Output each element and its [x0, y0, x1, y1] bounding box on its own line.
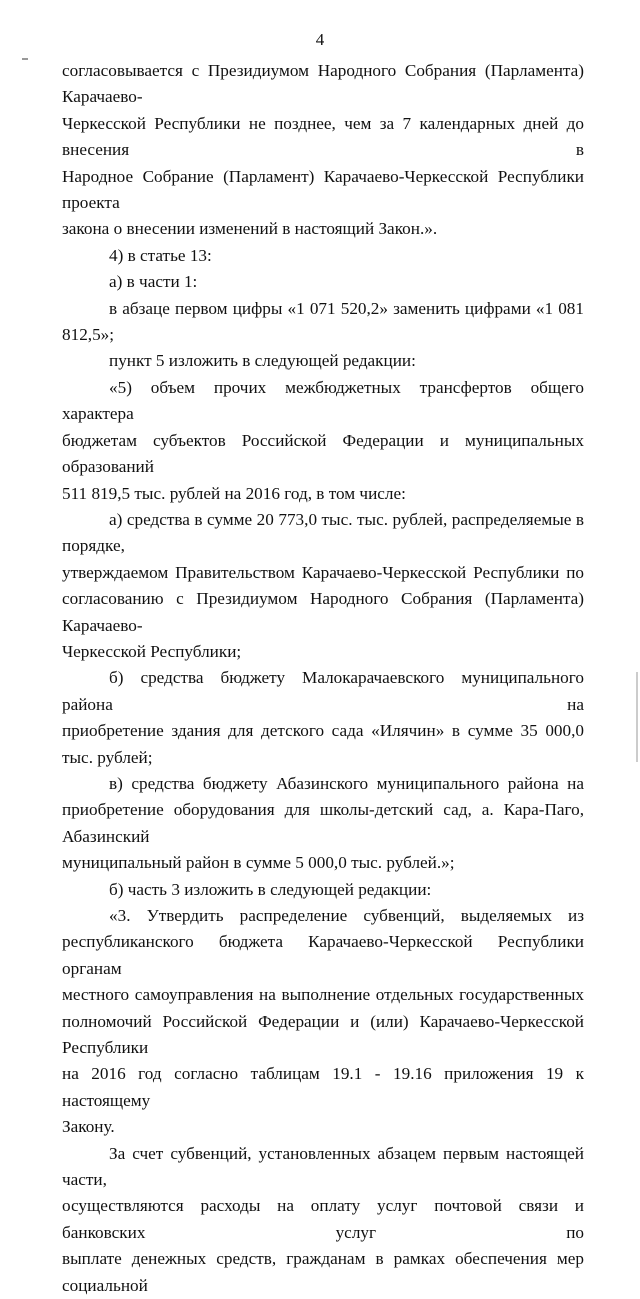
- text-line: 4) в статье 13:: [109, 245, 212, 265]
- text-line: в) средства бюджету Абазинского муниципального района на: [109, 773, 584, 793]
- text-line: в абзаце первом цифры «1 071 520,2» заменить цифрами «1 081 812,5»;: [62, 298, 584, 345]
- text-line: республиканского бюджета Карачаево-Черкесской Республики органам: [62, 932, 584, 978]
- text-line: полномочий Российской Федерации и (или) Карачаево-Черкесской Республики: [62, 1011, 584, 1058]
- text-line: а) средства в сумме 20 773,0 тыс. тыс. рублей, распределяемые в порядке,: [62, 509, 584, 556]
- text-line: осуществляются расходы на оплату услуг почтовой связи и банковских услуг по: [62, 1196, 584, 1242]
- text-line: приобретение оборудования для школы-детский сад, а. Кара-Паго, Абазинский: [62, 800, 584, 846]
- text-line: на 2016 год согласно таблицам 19.1 - 19.16 приложения 19 к настоящему: [62, 1064, 584, 1110]
- text-line: Народное Собрание (Парламент) Карачаево-Черкесской Республики проекта: [62, 166, 584, 213]
- text-line: бюджетам субъектов Российской Федерации и муниципальных образований: [62, 430, 584, 477]
- text-line: выплате денежных средств, гражданам в рамках обеспечения мер социальной: [62, 1249, 584, 1295]
- text-line: муниципальный район в сумме 5 000,0 тыс. рублей.»;: [62, 853, 455, 873]
- text-line: Черкесской Республики не позднее, чем за 7 календарных дней до внесения в: [62, 113, 584, 160]
- text-line: местного самоуправления на выполнение отдельных государственных: [62, 985, 584, 1005]
- text-line: приобретение здания для детского сада «Илячин» в сумме 35 000,0 тыс. рублей;: [62, 721, 584, 767]
- text-line: закона о внесении изменений в настоящий Закон.».: [62, 219, 438, 239]
- document-body: [62, 58, 584, 1299]
- text-line: согласовывается с Президиумом Народного Собрания (Парламента) Карачаево-: [62, 61, 584, 107]
- text-line: «5) объем прочих межбюджетных трансфертов общего характера: [62, 377, 584, 424]
- text-line: 511 819,5 тыс. рублей на 2016 год, в том числе:: [62, 483, 406, 503]
- text-line: пункт 5 изложить в следующей редакции:: [109, 351, 416, 371]
- text-line: Черкесской Республики;: [62, 641, 242, 661]
- text-line: согласованию с Президиумом Народного Собрания (Парламента) Карачаево-: [62, 589, 584, 635]
- text-line: б) средства бюджету Малокарачаевского муниципального района на: [62, 668, 584, 714]
- text-line: утверждаемом Правительством Карачаево-Черкесской Республики по: [62, 562, 584, 582]
- text-line: Закону.: [62, 1117, 115, 1137]
- text-line: а) в части 1:: [109, 272, 198, 292]
- scan-edge-mark: [22, 58, 28, 60]
- scan-edge-line: [636, 672, 638, 762]
- text-line: б) часть 3 изложить в следующей редакции:: [109, 879, 432, 899]
- text-line: «3. Утвердить распределение субвенций, выделяемых из: [109, 906, 584, 925]
- text-line: За счет субвенций, установленных абзацем первым настоящей части,: [62, 1143, 584, 1190]
- page-number: 4: [315, 30, 325, 49]
